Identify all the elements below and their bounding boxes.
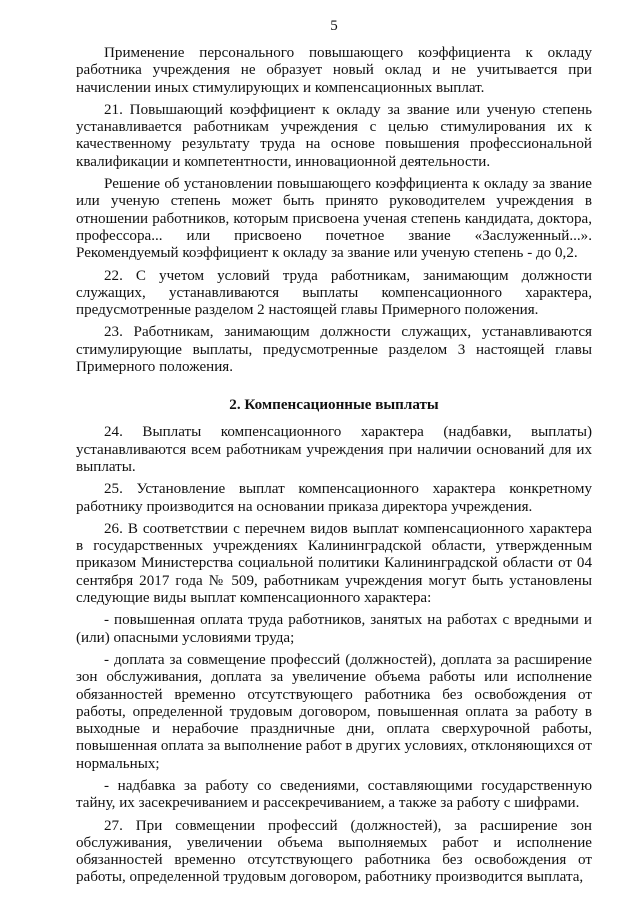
paragraph-personal-coefficient-note: Применение персонального повышающего коэффициента к окладу работника учреждения не образует новый оклад и не учитывается при начислении иных стимулирующих и компенсационных выплат. xyxy=(76,45,592,96)
paragraph-23: 23. Работникам, занимающим должности служащих, устанавливаются стимулирующие выплаты, предусмотренные разделом 3 настоящей главы Примерного положения. xyxy=(76,324,592,376)
paragraph-21-decision: Решение об установлении повышающего коэффициента к окладу за звание или ученую степень может быть принято руководителем учреждения в отношении работников, которым присвоена ученая степень кандидата, доктора, профессора... или присвоено почетное звание «Заслуженный...». Рекомендуемый коэффициент к окладу за звание или ученую степень - до 0,2. xyxy=(76,176,592,262)
section-title: 2. Компенсационные выплаты xyxy=(229,397,439,414)
list-item-state-secret: - надбавка за работу со сведениями, составляющими государственную тайну, их засекречиванием и рассекречиванием, а также за работу с шифрами. xyxy=(76,777,592,812)
list-item-harmful-conditions: - повышенная оплата труда работников, занятых на работах с вредными и (или) опасными условиями труда; xyxy=(76,612,592,646)
paragraph-25: 25. Установление выплат компенсационного характера конкретному работнику производится на основании приказа директора учреждения. xyxy=(76,481,592,515)
paragraph-26: 26. В соответствии с перечнем видов выплат компенсационного характера в государственных учреждениях Калининградской области, утвержденным приказом Министерства социальной политики Калининградской области от 04 сентября 2017 года № 509, работникам учреждения могут быть установлены следующие виды выплат компенсационного характера: xyxy=(76,520,592,607)
paragraph-24: 24. Выплаты компенсационного характера (надбавки, выплаты) устанавливаются всем работникам учреждения при наличии оснований для их выплаты. xyxy=(76,424,592,475)
page-number: 5 xyxy=(330,18,338,34)
list-item-combination-extra-work: - доплата за совмещение профессий (должностей), доплата за расширение зон обслуживания, доплата за увеличение объема работы или исполнение обязанностей временно отсутствующего работника без освобождения от работы, определенной трудовым договором, повышенная оплата за работу в выходные и нерабочие праздничные дни, оплата сверхурочной работы, повышенная оплата за выполнение работ в других условиях, отклоняющихся от нормальных; xyxy=(76,651,592,772)
paragraph-27: 27. При совмещении профессий (должностей), за расширение зон обслуживания, увеличении объема выполняемых работ и исполнение обязанностей временно отсутствующего работника без освобождения от работы, определенной трудовым договором, работнику производится выплата, xyxy=(76,817,592,886)
paragraph-21: 21. Повышающий коэффициент к окладу за звание или ученую степень устанавливается работникам учреждения с целью стимулирования их к качественному результату труда на основе повышения профессиональной квалификации и компетентности, инновационной деятельности. xyxy=(76,101,592,170)
paragraph-22: 22. С учетом условий труда работникам, занимающим должности служащих, устанавливаются выплаты компенсационного характера, предусмотренные разделом 2 настоящей главы Примерного положения. xyxy=(76,267,592,319)
